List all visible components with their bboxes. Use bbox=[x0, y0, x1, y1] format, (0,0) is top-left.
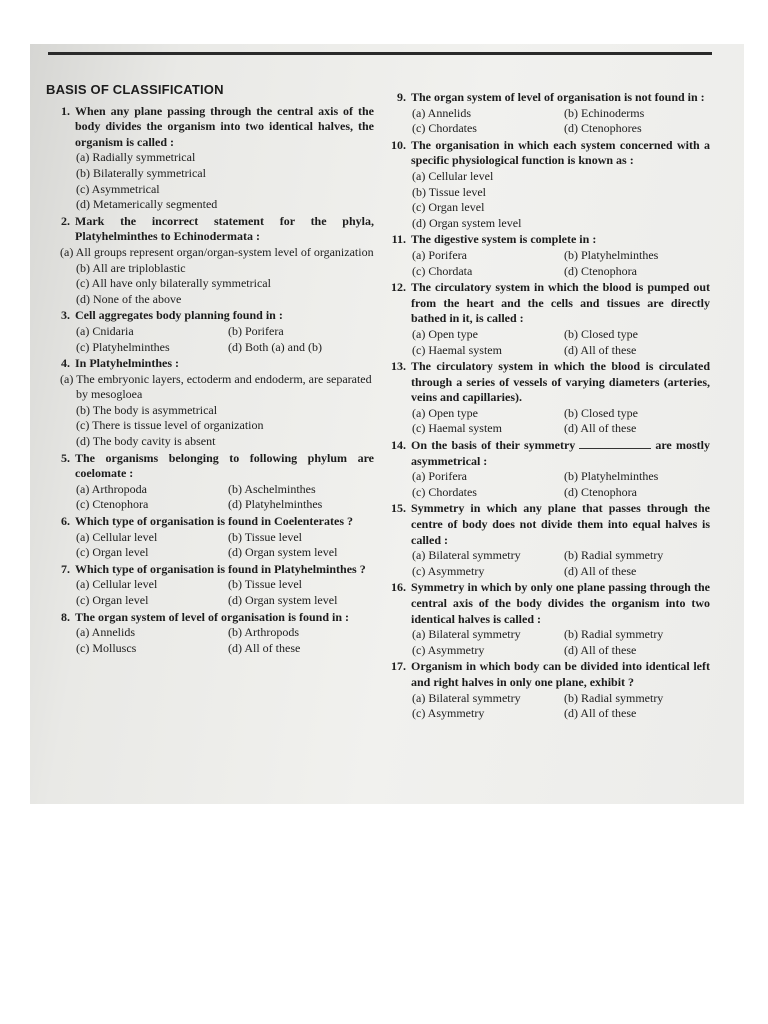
option: (c) Chordates bbox=[412, 484, 477, 499]
option: (b) Tissue level bbox=[228, 529, 303, 544]
option: (d) Ctenophora bbox=[564, 263, 637, 278]
question-text: The organisms belonging to following phylum are coelomate : bbox=[75, 450, 374, 481]
question-number: 8. bbox=[61, 609, 70, 624]
option: (b) Tissue level bbox=[228, 577, 303, 592]
question-10 bbox=[380, 138, 710, 232]
question-16 bbox=[380, 580, 710, 658]
option: (b) Echinoderms bbox=[564, 105, 645, 120]
question-number: 2. bbox=[61, 213, 70, 228]
option: (c) Ctenophora bbox=[76, 497, 149, 512]
option: (a) Cellular level bbox=[76, 577, 158, 592]
question-number: 17. bbox=[391, 659, 406, 674]
option: (d) None of the above bbox=[76, 291, 182, 306]
header-rule bbox=[48, 52, 712, 55]
option: (b) Radial symmetry bbox=[564, 548, 664, 563]
question-text: When any plane passing through the central axis of the body divides the organism into two identical halves, the organism is called : bbox=[75, 103, 374, 149]
option: (c) Molluscs bbox=[76, 640, 137, 655]
question-number: 15. bbox=[391, 501, 406, 516]
question-11 bbox=[380, 232, 710, 279]
option: (c) Chordata bbox=[412, 263, 473, 278]
option: (d) Organ system level bbox=[228, 593, 338, 607]
option: (a) Porifera bbox=[412, 469, 467, 484]
question-text: The organ system of level of organisation is not found in : bbox=[411, 90, 705, 104]
option: (d) All of these bbox=[564, 342, 637, 357]
question-8 bbox=[44, 610, 374, 657]
option: (d) Ctenophores bbox=[564, 121, 642, 136]
left-column bbox=[44, 82, 374, 657]
question-number: 3. bbox=[61, 308, 70, 323]
question-number: 12. bbox=[391, 280, 406, 295]
option: (c) Organ level bbox=[76, 545, 149, 560]
option: (b) All are triploblastic bbox=[76, 260, 186, 275]
option: (d) Organ system level bbox=[412, 215, 522, 230]
option: (b) Aschelminthes bbox=[228, 481, 316, 496]
option: (a) The embryonic layers, ectoderm and endoderm, are separated by mesogloea bbox=[60, 371, 372, 402]
option: (c) Asymmetry bbox=[412, 642, 485, 657]
question-13 bbox=[380, 359, 710, 437]
option: (d) The body cavity is absent bbox=[76, 434, 216, 449]
question-text: Cell aggregates body planning found in : bbox=[75, 308, 283, 323]
question-number: 16. bbox=[391, 580, 406, 595]
question-3 bbox=[44, 308, 374, 355]
question-text: In Platyhelminthes : bbox=[75, 356, 180, 371]
question-text: Which type of organisation is found in Platyhelminthes ? bbox=[75, 561, 366, 576]
option: (d) Both (a) and (b) bbox=[228, 339, 322, 354]
question-text: The organisation in which each system concerned with a specific physiological function is known as : bbox=[411, 137, 710, 168]
option: (d) All of these bbox=[564, 563, 637, 578]
option: (d) Metamerically segmented bbox=[76, 197, 218, 212]
question-text: The organ system of level of organisation is found in : bbox=[75, 609, 350, 624]
question-text: On the basis of their symmetry bbox=[411, 438, 576, 453]
option: (d) All of these bbox=[228, 640, 301, 655]
question-14 bbox=[380, 438, 710, 500]
option: (c) There is tissue level of organization bbox=[76, 418, 264, 433]
question-number: 11. bbox=[391, 232, 406, 247]
option: (a) Porifera bbox=[412, 247, 467, 262]
option: (a) Bilateral symmetry bbox=[412, 627, 521, 642]
question-number: 6. bbox=[61, 514, 70, 529]
question-12 bbox=[380, 280, 710, 358]
question-number: 4. bbox=[61, 356, 70, 371]
question-number: 7. bbox=[61, 561, 70, 576]
option: (b) Radial symmetry bbox=[564, 627, 664, 642]
option: (c) Haemal system bbox=[412, 421, 502, 436]
question-number: 14. bbox=[391, 438, 406, 453]
option: (d) Platyhelminthes bbox=[228, 497, 323, 512]
option: (b) Bilaterally symmetrical bbox=[76, 165, 206, 180]
section-title: BASIS OF CLASSIFICATION bbox=[46, 82, 224, 97]
option: (c) Asymmetry bbox=[412, 706, 485, 721]
option: (b) Platyhelminthes bbox=[564, 247, 659, 262]
question-4 bbox=[44, 356, 374, 450]
option: (d) Organ system level bbox=[228, 545, 338, 560]
question-text: Mark the incorrect statement for the phyla, Platyhelminthes to Echinodermata : bbox=[75, 213, 374, 244]
option: (b) Platyhelminthes bbox=[564, 469, 659, 484]
question-number: 1. bbox=[61, 103, 70, 118]
option: (b) The body is asymmetrical bbox=[76, 402, 218, 417]
question-2 bbox=[44, 214, 374, 308]
option: (a) Open type bbox=[412, 405, 478, 420]
option: (c) Organ level bbox=[76, 593, 149, 607]
option: (a) Open type bbox=[412, 326, 478, 341]
question-17 bbox=[380, 659, 710, 721]
option: (d) All of these bbox=[564, 706, 637, 721]
question-number: 9. bbox=[397, 90, 406, 104]
question-7 bbox=[44, 562, 374, 609]
option: (a) Cellular level bbox=[76, 529, 158, 544]
option: (a) Arthropoda bbox=[76, 481, 147, 496]
option: (c) Chordates bbox=[412, 121, 477, 136]
option: (d) All of these bbox=[564, 421, 637, 436]
fill-blank bbox=[579, 448, 651, 449]
option: (b) Closed type bbox=[564, 405, 638, 420]
question-1 bbox=[44, 104, 374, 213]
question-text: Symmetry in which by only one plane passing through the central axis of the body divides the organism into two identical halves is called : bbox=[411, 580, 710, 626]
option: (c) Organ level bbox=[412, 200, 485, 215]
option: (a) Annelids bbox=[76, 625, 135, 640]
option: (b) Closed type bbox=[564, 326, 638, 341]
option: (a) Radially symmetrical bbox=[76, 150, 196, 165]
option: (a) Cellular level bbox=[412, 168, 494, 183]
option: (c) Asymmetry bbox=[412, 563, 485, 578]
option: (b) Porifera bbox=[228, 323, 284, 338]
question-text: The circulatory system in which the blood is pumped out from the heart and the cells and tissues are directly bathed in it, is called : bbox=[411, 280, 710, 326]
question-number: 5. bbox=[61, 450, 70, 465]
option: (b) Tissue level bbox=[412, 184, 487, 199]
option: (c) Haemal system bbox=[412, 342, 502, 357]
question-text: The digestive system is complete in : bbox=[411, 232, 597, 247]
option: (c) Platyhelminthes bbox=[76, 339, 170, 354]
question-number: 10. bbox=[391, 137, 406, 152]
question-6 bbox=[44, 514, 374, 561]
option: (a) Bilateral symmetry bbox=[412, 690, 521, 705]
question-text: Which type of organisation is found in Coelenterates ? bbox=[75, 514, 354, 529]
option: (c) All have only bilaterally symmetrical bbox=[76, 276, 271, 291]
question-text: Organism in which body can be divided into identical left and right halves in only one plane, exhibit ? bbox=[411, 659, 710, 689]
question-5 bbox=[44, 451, 374, 513]
option: (c) Asymmetrical bbox=[76, 181, 160, 196]
option: (d) All of these bbox=[564, 642, 637, 657]
right-column bbox=[380, 90, 710, 723]
option: (a) Bilateral symmetry bbox=[412, 548, 521, 563]
option: (a) Annelids bbox=[412, 105, 471, 120]
option: (d) Ctenophora bbox=[564, 484, 637, 499]
question-15 bbox=[380, 501, 710, 579]
question-text: Symmetry in which any plane that passes through the centre of body does not divide them into equal halves is called : bbox=[411, 501, 710, 547]
question-9 bbox=[380, 90, 710, 137]
question-text-continued: are mostly asymmetrical : bbox=[411, 438, 710, 468]
option: (b) Radial symmetry bbox=[564, 690, 664, 705]
option: (a) All groups represent organ/organ-system level of organization bbox=[60, 244, 374, 259]
question-text: The circulatory system in which the blood is circulated through a series of vessels of varying diameters (arteries, veins and capillaries). bbox=[411, 359, 710, 405]
option: (a) Cnidaria bbox=[76, 323, 134, 338]
option: (b) Arthropods bbox=[228, 625, 299, 640]
question-number: 13. bbox=[391, 359, 406, 374]
